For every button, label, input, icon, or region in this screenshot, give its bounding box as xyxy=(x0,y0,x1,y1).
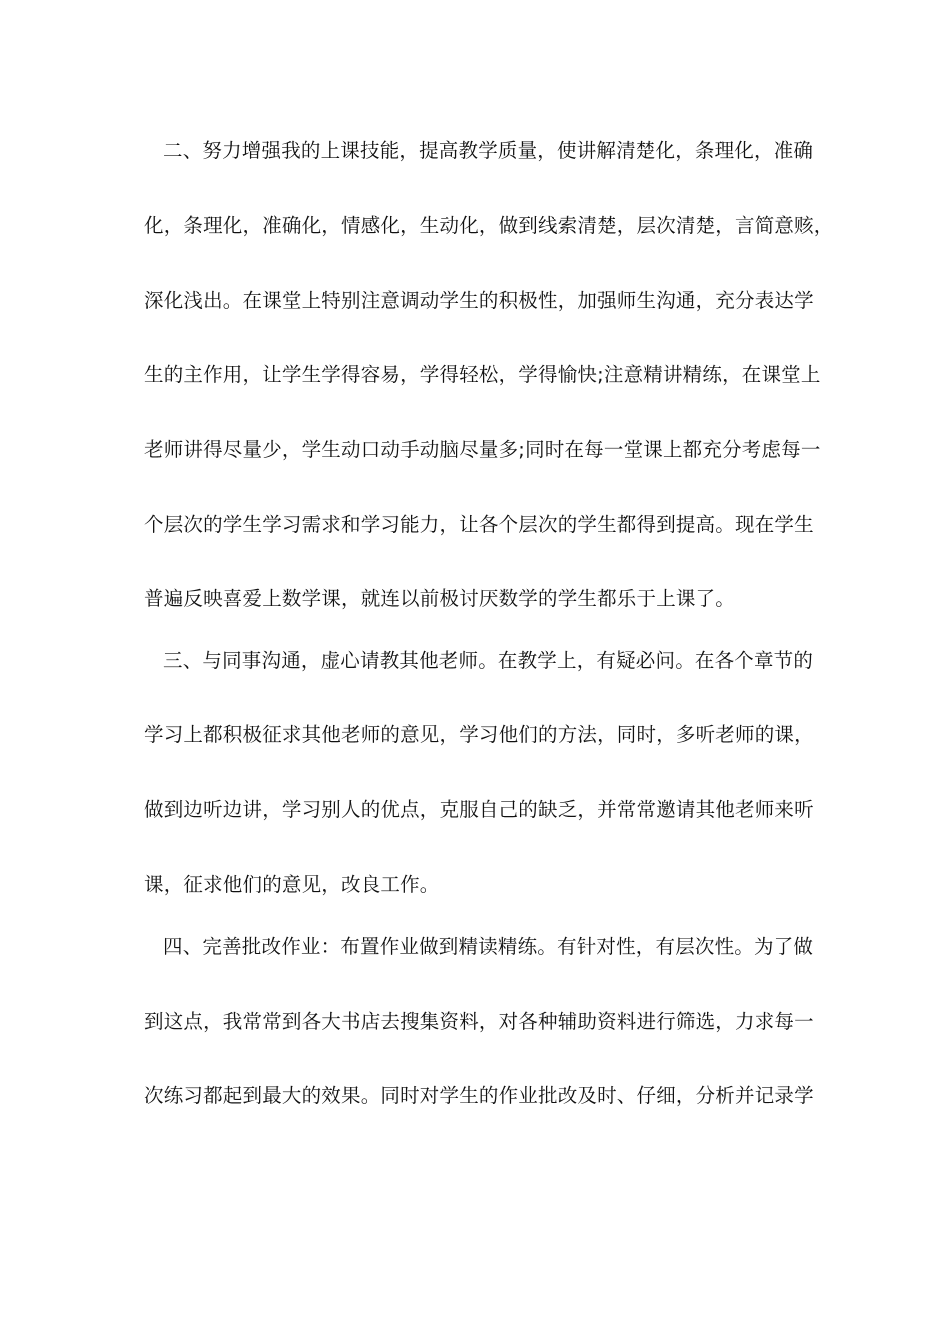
paragraph-4-line-3: 次练习都起到最大的效果。同时对学生的作业批改及时、仔细，分析并记录学 xyxy=(144,1084,814,1107)
paragraph-3-line-4: 课，征求他们的意见，改良工作。 xyxy=(144,873,440,896)
paragraph-4-line-2: 到这点，我常常到各大书店去搜集资料，对各种辅助资料进行筛选，力求每一 xyxy=(144,1010,814,1033)
paragraph-4-line-1: 四、完善批改作业：布置作业做到精读精练。有针对性，有层次性。为了做 xyxy=(163,935,814,958)
paragraph-2-line-6: 个层次的学生学习需求和学习能力，让各个层次的学生都得到提高。现在学生 xyxy=(144,513,814,536)
paragraph-3-line-1: 三、与同事沟通，虚心请教其他老师。在教学上，有疑必问。在各个章节的 xyxy=(163,649,814,672)
paragraph-2-line-3: 深化浅出。在课堂上特别注意调动学生的积极性，加强师生沟通，充分表达学 xyxy=(144,289,814,312)
paragraph-3-line-3: 做到边听边讲，学习别人的优点，克服自己的缺乏，并常常邀请其他老师来听 xyxy=(144,798,814,821)
paragraph-2-line-1: 二、努力增强我的上课技能，提高教学质量，使讲解清楚化，条理化，准确 xyxy=(163,139,814,162)
paragraph-2-line-4: 生的主作用，让学生学得容易，学得轻松，学得愉快;注意精讲精练，在课堂上 xyxy=(144,363,821,386)
paragraph-2-line-5: 老师讲得尽量少，学生动口动手动脑尽量多;同时在每一堂课上都充分考虑每一 xyxy=(144,438,821,461)
paragraph-2-line-7: 普遍反映喜爱上数学课，就连以前极讨厌数学的学生都乐于上课了。 xyxy=(144,587,736,610)
paragraph-3-line-2: 学习上都积极征求其他老师的意见，学习他们的方法，同时，多听老师的课， xyxy=(144,723,814,746)
paragraph-2-line-2: 化，条理化，准确化，情感化，生动化，做到线索清楚，层次清楚，言简意赅， xyxy=(144,214,834,237)
